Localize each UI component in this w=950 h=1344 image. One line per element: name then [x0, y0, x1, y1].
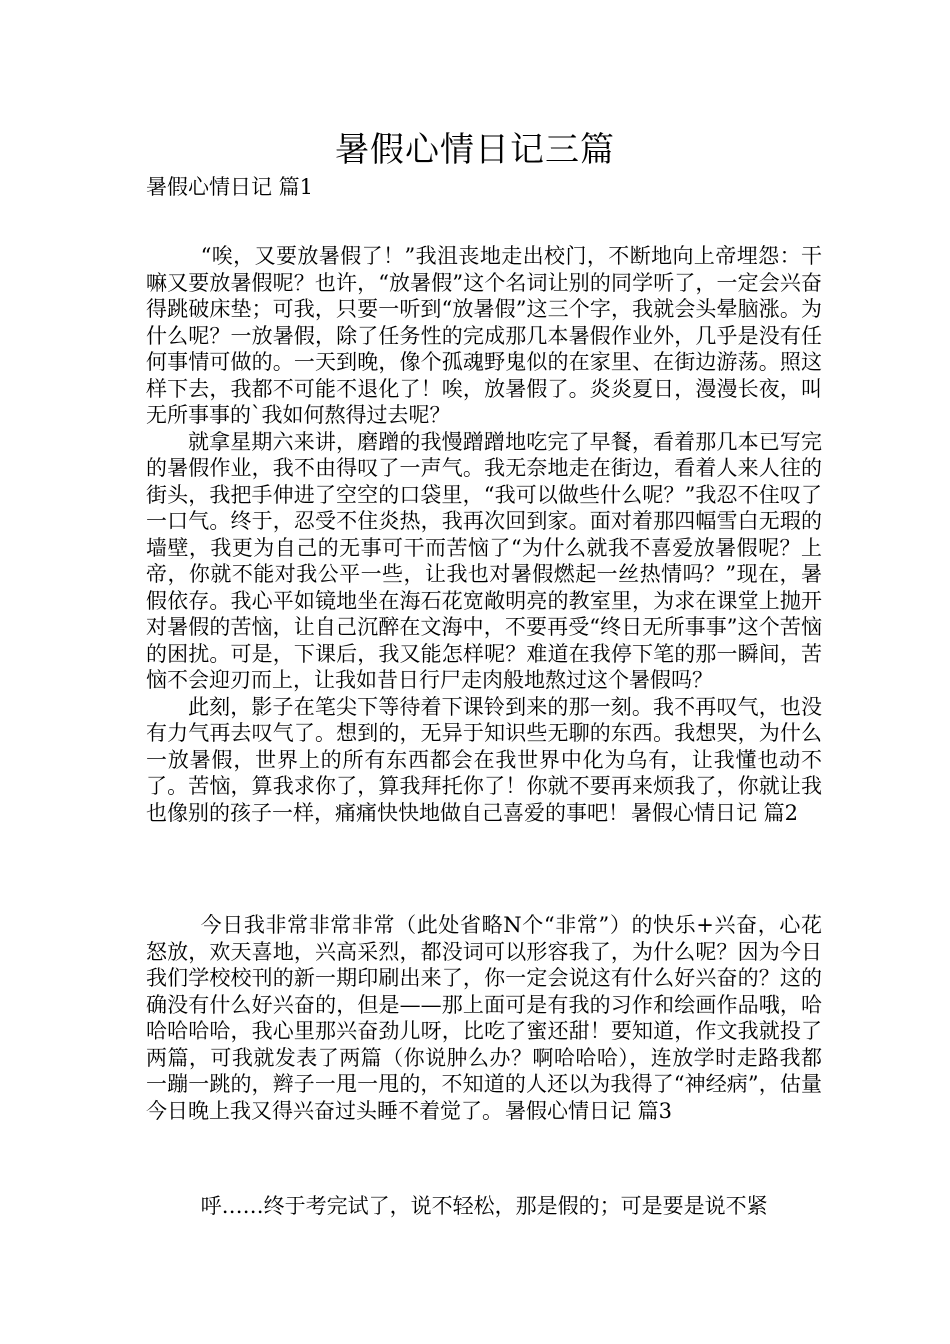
section-1-paragraph-2: 就拿星期六来讲，磨蹭的我慢蹭蹭地吃完了早餐，看着那几本已写完的暑假作业，我不由得叹了一声气。我无奈地走在街边，看着人来人往的街头，我把手伸进了空空的口袋里，“我可以做些什么呢？”我忍不住叹了一口气。终于，忍受不住炎热，我再次回到家。面对着那四幅雪白无瑕的墙壁，我更为自己的无事可干而苦恼了“为什么就我不喜爱放暑假呢？上帝，你就不能对我公平一些，让我也对暑假燃起一丝热情吗？”现在，暑假依存。我心平如镜地坐在海石花宽敞明亮的教室里，为求在课堂上抛开对暑假的苦恼，让自己沉醉在文海中，不要再受“终日无所事事”这个苦恼的困扰。可是，下课后，我又能怎样呢？难道在我停下笔的那一瞬间，苦恼不会迎刃而上，让我如昔日行尸走肉般地熬过这个暑假吗？ [146, 429, 822, 692]
section-heading-2: 暑假心情日记 篇2 [631, 800, 799, 825]
section-1-paragraph-3-text: 此刻，影子在笔尖下等待着下课铃到来的那一刻。我不再叹气，也没有力气再去叹气了。想到的，无异于知识些无聊的东西。我想哭，为什么一放暑假，世界上的所有东西都会在我世界中化为乌有，让我懂也动不了。苦恼，算我求你了，算我拜托你了！你就不要再来烦我了，你就让我也像别的孩子一样，痛痛快快地做自己喜爱的事吧！ [146, 694, 822, 825]
section-1-paragraph-1: “唉，又要放暑假了！”我沮丧地走出校门，不断地向上帝埋怨：干嘛又要放暑假呢？也许，“放暑假”这个名词让别的同学听了，一定会兴奋得跳破床垫；可我，只要一听到“放暑假”这三个字，我就会头晕脑涨。为什么呢？一放暑假，除了任务性的完成那几本暑假作业外，几乎是没有任何事情可做的。一天到晚，像个孤魂野鬼似的在家里、在街边游荡。照这样下去，我都不可能不退化了！唉，放暑假了。炎炎夏日，漫漫长夜，叫无所事事的`我如何熬得过去呢？ [146, 244, 822, 427]
section-heading-3: 暑假心情日记 篇3 [505, 1098, 673, 1123]
section-3-paragraph: 呼……终于考完试了，说不轻松，那是假的；可是要是说不紧 [200, 1194, 768, 1218]
section-2-paragraph [146, 912, 822, 1124]
section-3-body [146, 1193, 822, 1220]
section-1-paragraph-3 [146, 694, 822, 827]
section-2-body [146, 912, 822, 1124]
document-title: 暑假心情日记三篇 [335, 130, 615, 170]
section-heading-1: 暑假心情日记 篇1 [146, 175, 314, 199]
section-1-body [146, 243, 822, 826]
section-2-paragraph-text: 今日我非常非常非常（此处省略N个“非常”）的快乐+兴奋，心花怒放，欢天喜地，兴高采烈，都没词可以形容我了，为什么呢？因为今日我们学校校刊的新一期印刷出来了，你一定会说这有什么好兴奋的？这的确没有什么好兴奋的，但是——那上面可是有我的习作和绘画作品哦，哈哈哈哈哈，我心里那兴奋劲儿呀，比吃了蜜还甜！要知道，作文我就投了两篇，可我就发表了两篇（你说肿么办？啊哈哈哈），连放学时走路我都一蹦一跳的，辫子一甩一甩的，不知道的人还以为我得了“神经病”，估量今日晚上我又得兴奋过头睡不着觉了。 [146, 913, 822, 1123]
